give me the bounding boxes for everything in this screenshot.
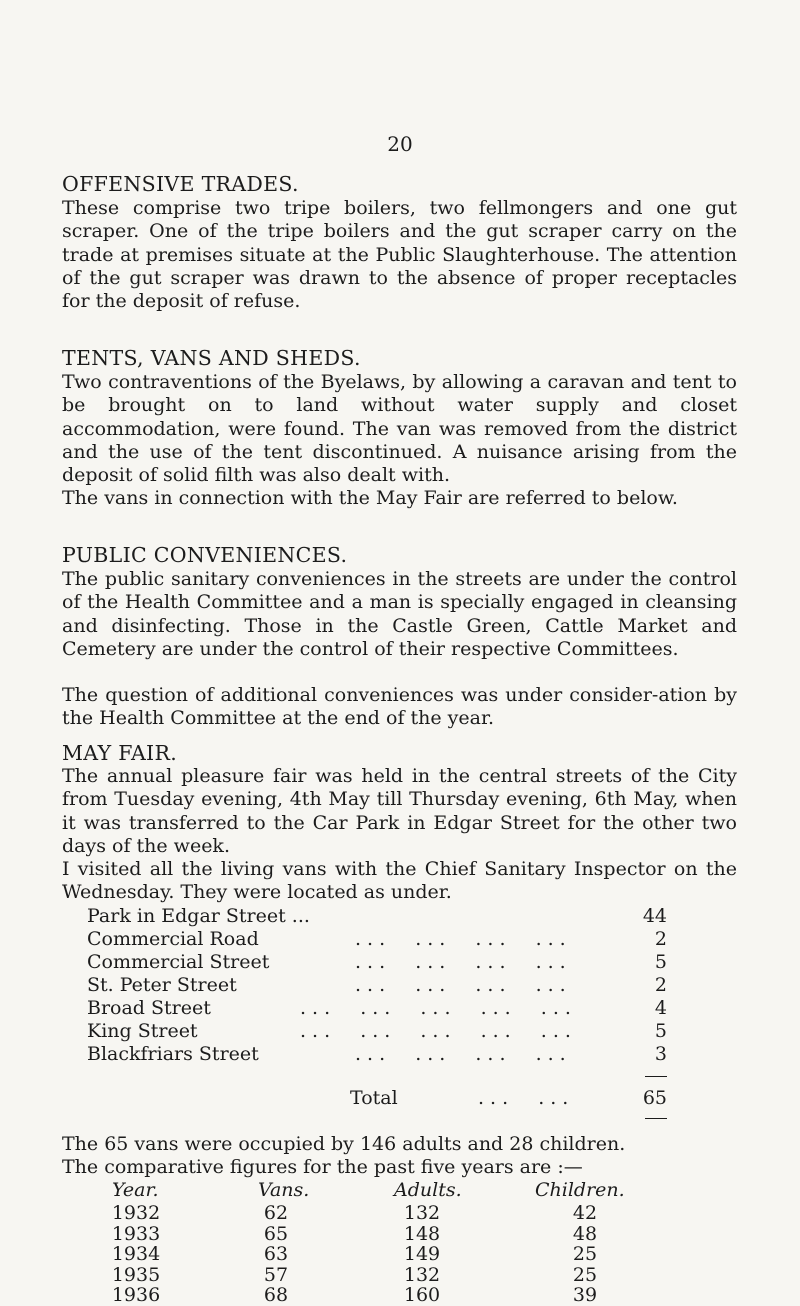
location-count: 44: [642, 905, 667, 927]
location-name: St. Peter Street: [87, 974, 237, 996]
table-cell: 63: [263, 1243, 289, 1265]
leader-dots: ... ... ... ...: [355, 1043, 572, 1065]
table-cell: 39: [572, 1284, 598, 1306]
paragraph-tents-vans-sheds-2: The vans in connection with the May Fair are referred to below.: [62, 487, 678, 509]
location-count: 2: [654, 928, 667, 950]
table-cell: 1936: [111, 1284, 161, 1306]
table-cell: 1932: [111, 1202, 161, 1224]
table-cell: 148: [403, 1222, 441, 1245]
table-cell: 57: [263, 1263, 289, 1286]
table-cell: 25: [572, 1243, 598, 1265]
table-cell: 1935: [111, 1263, 161, 1286]
table-cell: 132: [403, 1202, 441, 1224]
paragraph-tents-vans-sheds: Two contraventions of the Byelaws, by allowing a caravan and tent to be brought on to land without water supply and closet accommodation, were found. The van was removed from the district and the use of the tent discontinued. A nuisance arising from the deposit of solid filth was also dealt with.: [62, 371, 737, 487]
table-cell: 132: [403, 1263, 441, 1286]
location-name: Commercial Road: [87, 928, 259, 950]
paragraph-offensive-trades: These comprise two tripe boilers, two fellmongers and one gut scraper. One of the tripe boilers and the gut scraper carry on the trade at premises situate at the Public Slaughterhouse. The attention of the gut scraper was drawn to the absence of proper receptacles for the deposit of refuse.: [62, 197, 737, 313]
leader-dots: ... ... ... ...: [355, 928, 572, 950]
paragraph-may-fair-2: I visited all the living vans with the Chief Sanitary Inspector on the Wednesday. They were located as under.: [62, 858, 737, 904]
paragraph-public-conveniences-2: The question of additional conveniences was under consider-ation by the Health Committee at the end of the year.: [62, 684, 737, 730]
location-name: Park in Edgar Street ...: [87, 905, 310, 927]
table-header-vans: Vans.: [258, 1179, 310, 1201]
location-count: 4: [654, 997, 667, 1019]
total-value: 65: [642, 1087, 667, 1109]
occupancy-line: The 65 vans were occupied by 146 adults and 28 children.: [62, 1133, 626, 1155]
location-count: 5: [654, 1020, 667, 1042]
location-name: Blackfriars Street: [87, 1043, 259, 1065]
leader-dots: ... ... ... ...: [355, 951, 572, 973]
leader-dots: ... ... ... ... ...: [300, 997, 577, 1019]
table-header-adults: Adults.: [394, 1179, 462, 1201]
location-name: King Street: [87, 1020, 198, 1042]
location-name: Broad Street: [87, 997, 211, 1019]
table-header-children: Children.: [535, 1179, 625, 1201]
table-cell: 1934: [111, 1243, 161, 1265]
table-cell: 62: [263, 1202, 289, 1224]
page-number: 20: [387, 132, 413, 156]
table-cell: 25: [572, 1263, 598, 1286]
leader-dots: ... ... ... ...: [355, 974, 572, 996]
location-count: 2: [654, 974, 667, 996]
comparative-line: The comparative figures for the past five years are :—: [62, 1156, 583, 1178]
table-cell: 48: [572, 1222, 598, 1245]
location-count: 5: [654, 951, 667, 973]
total-label: Total: [350, 1087, 398, 1109]
table-cell: 1933: [111, 1222, 161, 1245]
table-cell: 149: [403, 1243, 441, 1265]
table-cell: 160: [403, 1284, 441, 1306]
location-count: 3: [654, 1043, 667, 1065]
section-heading-offensive-trades: OFFENSIVE TRADES.: [62, 172, 299, 196]
sum-rule: [645, 1076, 667, 1077]
leader-dots: ... ... ... ... ...: [300, 1020, 577, 1042]
table-cell: 42: [572, 1202, 598, 1224]
section-heading-tents-vans-sheds: TENTS, VANS AND SHEDS.: [62, 346, 361, 370]
section-heading-public-conveniences: PUBLIC CONVENIENCES.: [62, 543, 348, 567]
location-name: Commercial Street: [87, 951, 270, 973]
table-header-year: Year.: [112, 1179, 159, 1201]
paragraph-public-conveniences: The public sanitary conveniences in the streets are under the control of the Health Committee and a man is specially engaged in cleansing and disinfecting. Those in the Castle Green, Cattle Market and Cemetery are under the control of their respective Committees.: [62, 568, 737, 660]
leader-dots: ... ...: [478, 1087, 575, 1109]
table-cell: 65: [263, 1222, 289, 1245]
sum-rule: [645, 1118, 667, 1119]
paragraph-may-fair: The annual pleasure fair was held in the central streets of the City from Tuesday evening, 4th May till Thursday evening, 6th May, when it was transferred to the Car Park in Edgar Street for the other two days of the week.: [62, 765, 737, 857]
table-cell: 68: [263, 1284, 289, 1306]
section-heading-may-fair: MAY FAIR.: [62, 741, 178, 765]
